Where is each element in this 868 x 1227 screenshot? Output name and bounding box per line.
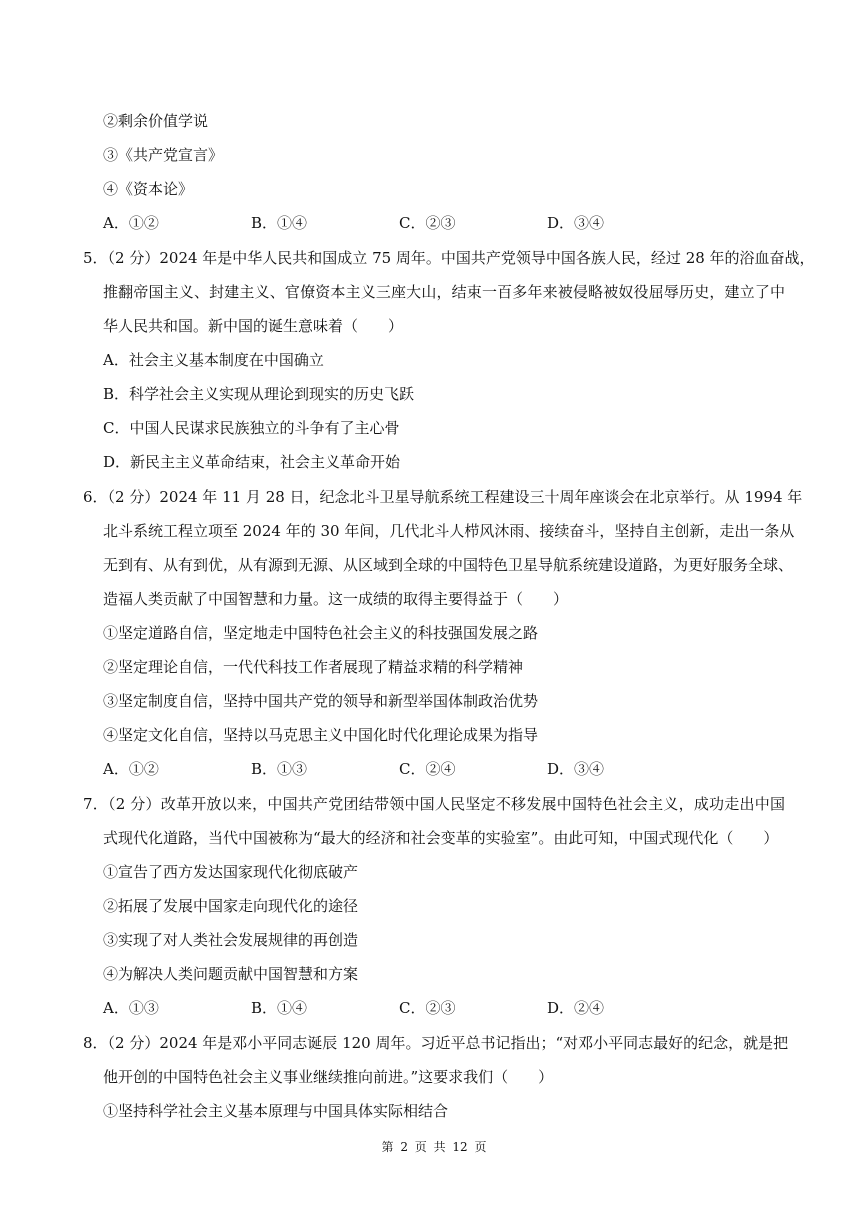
- prev-question-answer-options: [103, 213, 623, 233]
- page-number-footer: 第 2 页 共 12 页: [381, 1140, 487, 1154]
- answer-option-b: B．①④: [251, 999, 308, 1017]
- question-7-item-4: ④为解决人类问题贡献中国智慧和方案: [103, 965, 359, 983]
- question-7-item-1: ①宣告了西方发达国家现代化彻底破产: [103, 863, 359, 881]
- question-6-stem-line-2: 北斗系统工程立项至 2024 年的 30 年间，几代北斗人栉风沐雨、接续奋斗，坚持自主创新，走出一条从: [103, 522, 795, 540]
- answer-option-b: B．①③: [251, 760, 308, 778]
- question-5-option-c: C．中国人民谋求民族独立的斗争有了主心骨: [103, 419, 400, 437]
- answer-option-b: B．①④: [251, 214, 308, 232]
- question-7-item-3: ③实现了对人类社会发展规律的再创造: [103, 931, 359, 949]
- answer-option-c: C．②④: [399, 760, 456, 778]
- question-6-stem-line-4: 造福人类贡献了中国智慧和力量。这一成绩的取得主要得益于（ ）: [103, 590, 569, 608]
- answer-option-a: A．①②: [103, 214, 159, 232]
- answer-option-d: D．③④: [547, 214, 605, 232]
- question-5-option-a: A．社会主义基本制度在中国确立: [103, 351, 324, 369]
- question-6-stem-line-1: 6．（2 分）2024 年 11 月 28 日，纪念北斗卫星导航系统工程建设三十周年座谈会在北京举行。从 1994 年: [83, 488, 803, 506]
- question-8-item-1: ①坚持科学社会主义基本原理与中国具体实际相结合: [103, 1102, 449, 1120]
- answer-option-d: D．②④: [547, 999, 605, 1017]
- question-6-stem-line-3: 无到有、从有到优，从有源到无源、从区域到全球的中国特色卫星导航系统建设道路，为更好服务全球、: [103, 556, 794, 574]
- answer-option-a: A．①③: [103, 999, 159, 1017]
- question-8-stem-line-1: 8．（2 分）2024 年是邓小平同志诞辰 120 周年。习近平总书记指出；“对邓小平同志最好的纪念，就是把: [83, 1034, 789, 1052]
- question-5-option-b: B．科学社会主义实现从理论到现实的历史飞跃: [103, 385, 415, 403]
- question-8-stem-line-2: 他开创的中国特色社会主义事业继续推向前进。”这要求我们（ ）: [103, 1068, 554, 1086]
- question-6-item-1: ①坚定道路自信，坚定地走中国特色社会主义的科技强国发展之路: [103, 624, 539, 642]
- prev-question-item-3: ③《共产党宣言》: [103, 146, 224, 164]
- question-7-answer-options: [103, 998, 623, 1018]
- answer-option-a: A．①②: [103, 760, 159, 778]
- question-5-stem-line-2: 推翻帝国主义、封建主义、官僚资本主义三座大山，结束一百多年来被侵略被奴役屈辱历史，建立了中: [103, 283, 785, 301]
- prev-question-item-4: ④《资本论》: [103, 180, 194, 198]
- answer-option-c: C．②③: [399, 999, 456, 1017]
- question-6-answer-options: [103, 759, 623, 779]
- answer-option-c: C．②③: [399, 214, 456, 232]
- question-6-item-2: ②坚定理论自信，一代代科技工作者展现了精益求精的科学精神: [103, 658, 524, 676]
- question-5-stem-line-3: 华人民共和国。新中国的诞生意味着（ ）: [103, 317, 404, 335]
- question-5-stem-line-1: 5．（2 分）2024 年是中华人民共和国成立 75 周年。中国共产党领导中国各族人民，经过 28 年的浴血奋战，: [83, 249, 815, 267]
- question-7-item-2: ②拓展了发展中国家走向现代化的途径: [103, 897, 359, 915]
- question-5-option-d: D．新民主主义革命结束，社会主义革命开始: [103, 453, 401, 471]
- prev-question-item-2: ②剩余价值学说: [103, 112, 209, 130]
- question-6-item-3: ③坚定制度自信，坚持中国共产党的领导和新型举国体制政治优势: [103, 692, 539, 710]
- answer-option-d: D．③④: [547, 760, 605, 778]
- question-7-stem-line-1: 7．（2 分）改革开放以来，中国共产党团结带领中国人民坚定不移发展中国特色社会主义，成功走出中国: [83, 795, 785, 813]
- question-7-stem-line-2: 式现代化道路，当代中国被称为“最大的经济和社会变革的实验室”。由此可知，中国式现代化（ ）: [103, 829, 779, 847]
- question-6-item-4: ④坚定文化自信，坚持以马克思主义中国化时代化理论成果为指导: [103, 726, 539, 744]
